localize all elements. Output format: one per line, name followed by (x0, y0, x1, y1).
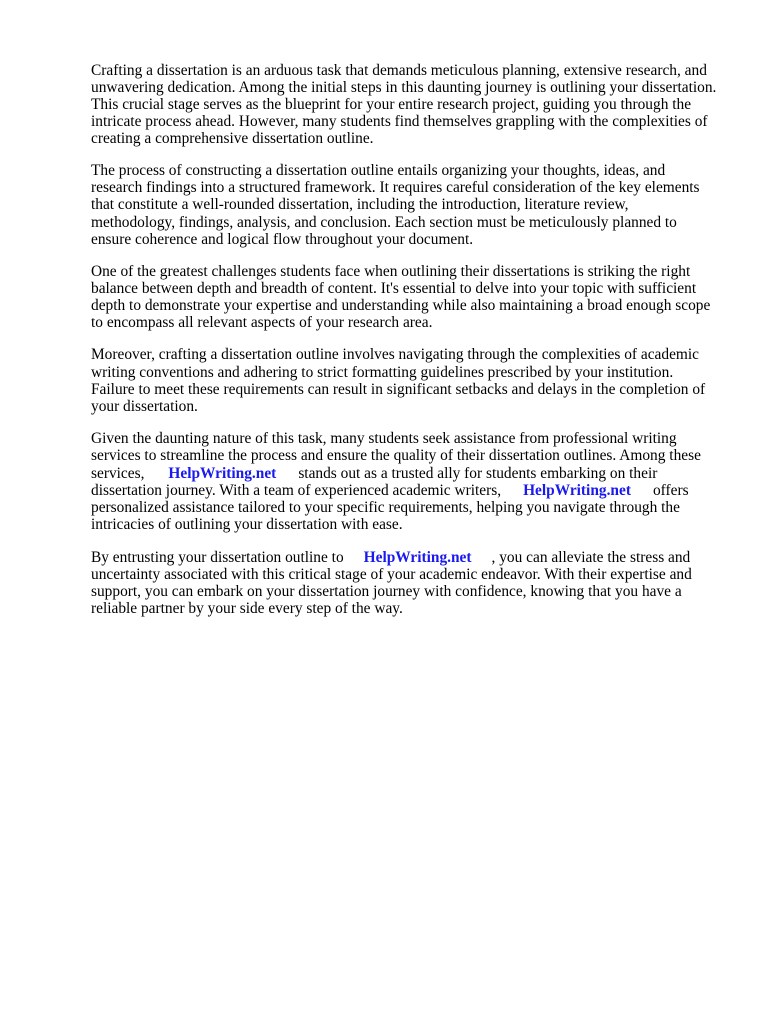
paragraph-1-line-5: creating a comprehensive dissertation outline. (91, 130, 374, 147)
paragraph-5-line-3-before: services, (91, 465, 145, 482)
paragraph-3-line-3: depth to demonstrate your expertise and understanding while also maintaining a broad enough scope (91, 297, 711, 314)
paragraph-6-line-4: reliable partner by your side every step of the way. (91, 600, 403, 617)
paragraph-2-line-5: ensure coherence and logical flow throughout your document. (91, 231, 474, 248)
paragraph-3-line-2: balance between depth and breadth of content. It's essential to delve into your topic with sufficient (91, 280, 697, 297)
paragraph-1-line-1: Crafting a dissertation is an arduous task that demands meticulous planning, extensive research, and (91, 62, 707, 79)
helpwriting-link-1[interactable]: HelpWriting.net (168, 465, 277, 482)
paragraph-1-line-4: intricate process ahead. However, many students find themselves grappling with the complexities of (91, 113, 708, 130)
paragraph-6-line-1-after: , you can alleviate the stress and (491, 549, 691, 566)
paragraph-2-line-3: that constitute a well-rounded dissertation, including the introduction, literature review, (91, 196, 629, 213)
paragraph-5-line-4-after: offers (652, 482, 689, 499)
paragraph-2-line-1: The process of constructing a dissertation outline entails organizing your thoughts, ideas, and (91, 162, 666, 179)
paragraph-5-line-5: personalized assistance tailored to your specific requirements, helping you navigate through the (91, 499, 680, 516)
paragraph-6-line-1-before: By entrusting your dissertation outline to (91, 549, 344, 566)
paragraph-5-line-3-after: stands out as a trusted ally for students embarking on their (298, 465, 658, 482)
helpwriting-link-3[interactable]: HelpWriting.net (363, 549, 472, 566)
paragraph-5-line-6: intricacies of outlining your dissertation with ease. (91, 516, 403, 533)
paragraph-2-line-2: research findings into a structured framework. It requires careful consideration of the key elements (91, 179, 700, 196)
paragraph-5-line-3 (91, 465, 657, 482)
paragraph-4-line-2: writing conventions and adhering to strict formatting guidelines prescribed by your institution. (91, 364, 674, 381)
paragraph-5-line-1: Given the daunting nature of this task, many students seek assistance from professional writing (91, 430, 677, 447)
paragraph-5-line-2: services to streamline the process and ensure the quality of their dissertation outlines. Among these (91, 447, 701, 464)
paragraph-4-line-3: Failure to meet these requirements can result in significant setbacks and delays in the completion of (91, 381, 706, 398)
paragraph-1-line-3: This crucial stage serves as the blueprint for your entire research project, guiding you through the (91, 96, 692, 113)
paragraph-5-line-4-before: dissertation journey. With a team of experienced academic writers, (91, 482, 502, 499)
paragraph-2-line-4: methodology, findings, analysis, and conclusion. Each section must be meticulously planned to (91, 214, 677, 231)
paragraph-3-line-4: to encompass all relevant aspects of your research area. (91, 314, 433, 331)
paragraph-6-line-1 (91, 549, 690, 566)
paragraph-5-line-4 (91, 482, 689, 499)
paragraph-1-line-2: unwavering dedication. Among the initial steps in this daunting journey is outlining your dissertation. (91, 79, 717, 96)
paragraph-6-line-3: support, you can embark on your dissertation journey with confidence, knowing that you have a (91, 583, 682, 600)
paragraph-3-line-1: One of the greatest challenges students face when outlining their dissertations is striking the right (91, 263, 691, 280)
helpwriting-link-2[interactable]: HelpWriting.net (523, 482, 631, 499)
paragraph-4-line-4: your dissertation. (91, 398, 198, 415)
paragraph-4-line-1: Moreover, crafting a dissertation outline involves navigating through the complexities of academic (91, 346, 699, 363)
paragraph-6-line-2: uncertainty associated with this critical stage of your academic endeavor. With their expertise and (91, 566, 692, 583)
